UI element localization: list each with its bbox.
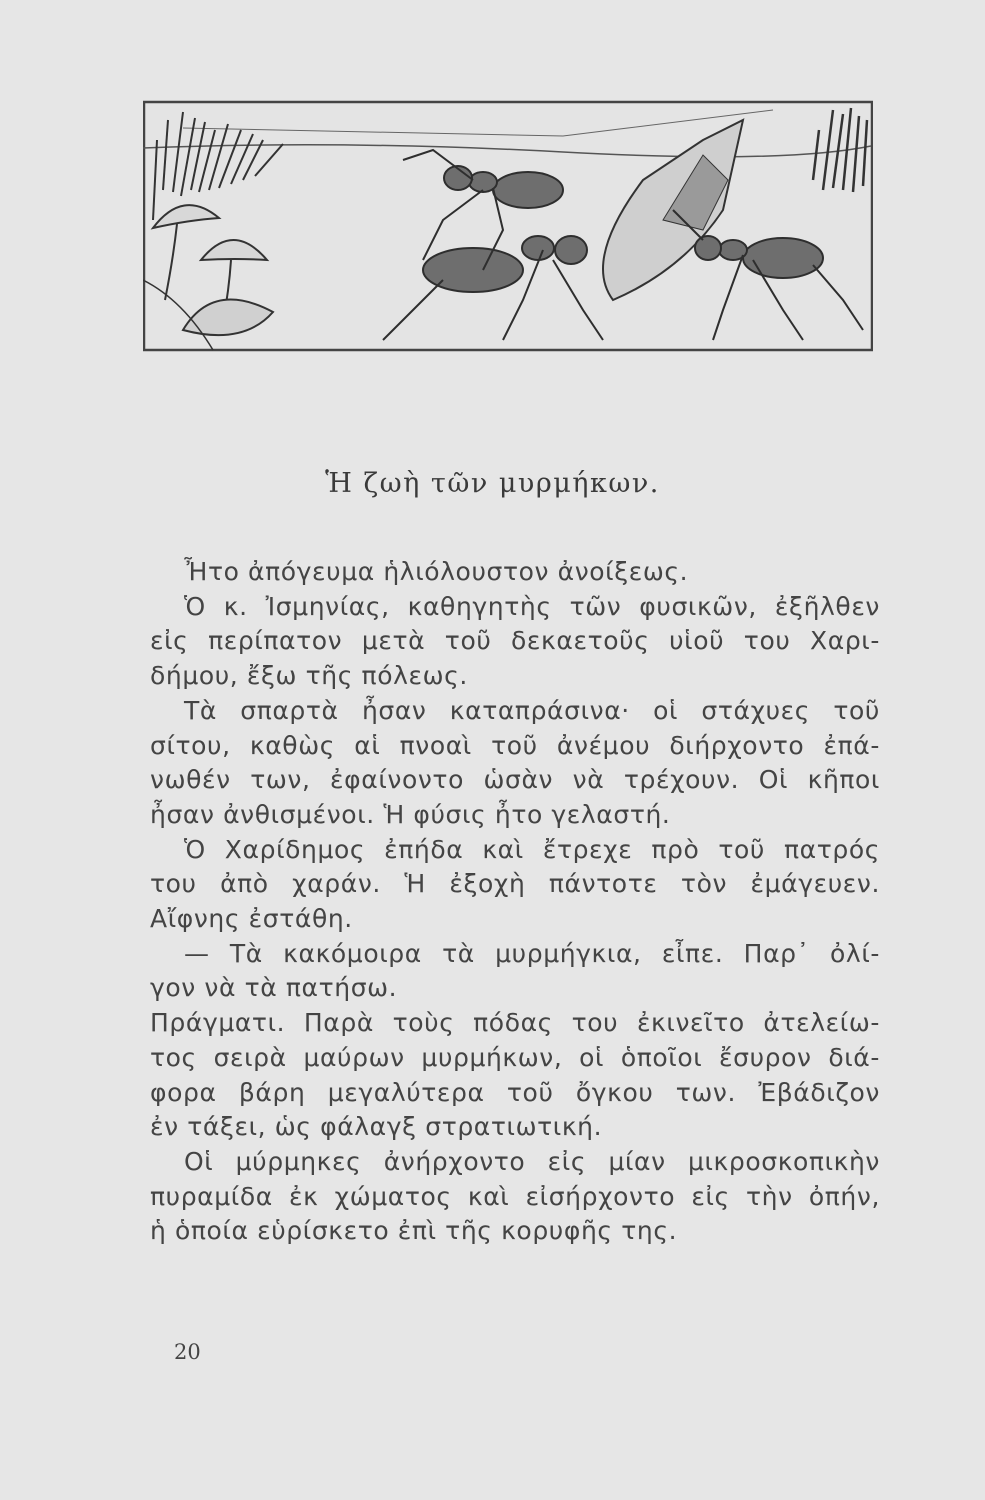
text-line: δήμου, ἔξω τῆς πόλεως. <box>150 661 468 691</box>
text-line: τος σειρὰ μαύρων μυρμήκων, οἱ ὁποῖοι ἔσυρον διά- <box>150 1042 880 1072</box>
text-line: ἡ ὁποία εὑρίσκετο ἐπὶ τῆς κορυφῆς της. <box>150 1216 678 1246</box>
text-line: φορα βάρη μεγαλύτερα τοῦ ὄγκου των. Ἐβάδιζον <box>150 1077 880 1107</box>
text-line: Πράγματι. Παρὰ τοὺς πόδας του ἐκινεῖτο ἀτελείω- <box>150 1008 880 1038</box>
text-line: Τὰ σπαρτὰ ἦσαν καταπράσινα· οἱ στάχυες τοῦ <box>184 695 880 725</box>
body-text <box>150 555 880 1249</box>
text-line: ἐν τάξει, ὡς φάλαγξ στρατιωτική. <box>150 1112 603 1142</box>
chapter-title: Ἡ ζωὴ τῶν μυρμήκων. <box>325 468 660 499</box>
text-line: του ἀπὸ χαράν. Ἡ ἐξοχὴ πάντοτε τὸν ἐμάγευεν. <box>150 869 880 899</box>
text-line: Οἱ μύρμηκες ἀνήρχοντο εἰς μίαν μικροσκοπικὴν <box>184 1146 880 1176</box>
text-line: πυραμίδα ἐκ χώματος καὶ εἰσήρχοντο εἰς τὴν ὀπήν, <box>150 1181 880 1211</box>
text-line: — Τὰ κακόμοιρα τὰ μυρμήγκια, εἶπε. Παρ᾿ ὀλί- <box>184 938 880 968</box>
text-line: Ἦτο ἀπόγευμα ἡλιόλουστον ἀνοίξεως. <box>184 557 689 586</box>
text-line: εἰς περίπατον μετὰ τοῦ δεκαετοῦς υἱοῦ του Χαρι- <box>150 626 880 656</box>
text-line: γον νὰ τὰ πατήσω. <box>150 973 398 1003</box>
text-line: νωθέν των, ἐφαίνοντο ὡσὰν νὰ τρέχουν. Οἱ κῆποι <box>150 765 880 795</box>
text-line: ἦσαν ἀνθισμένοι. Ἡ φύσις ἦτο γελαστή. <box>150 799 671 829</box>
page-number: 20 <box>174 1340 201 1364</box>
text-line: σίτου, καθὼς αἱ πνοαὶ τοῦ ἀνέμου διήρχοντο ἐπά- <box>150 730 880 760</box>
text-line: Αἴφνης ἐστάθη. <box>150 904 353 934</box>
text-line: Ὁ κ. Ἰσμηνίας, καθηγητὴς τῶν φυσικῶν, ἐξῆλθεν <box>184 591 880 621</box>
ants-carrying-wheat-illustration <box>143 100 873 352</box>
text-line: Ὁ Χαρίδημος ἐπήδα καὶ ἔτρεχε πρὸ τοῦ πατρός <box>184 834 880 864</box>
